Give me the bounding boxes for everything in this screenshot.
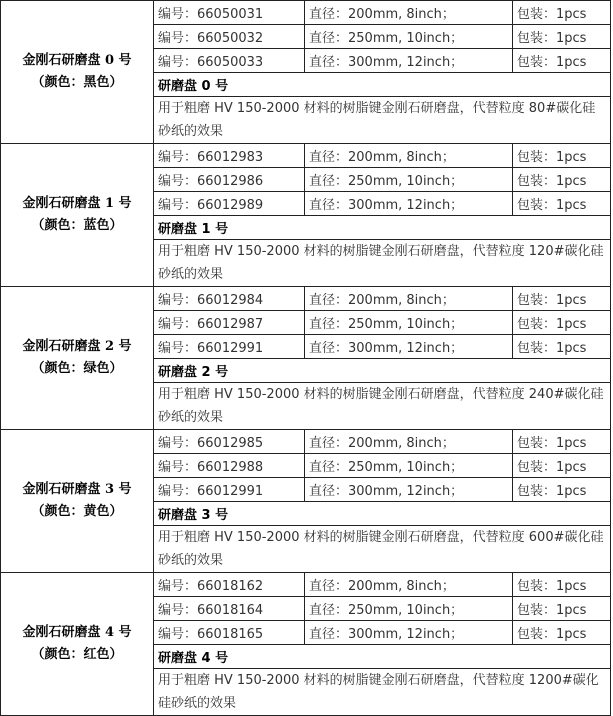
diameter-cell: 直径：250mm, 10inch；: [305, 25, 513, 49]
group-label-cell: [1, 573, 154, 716]
table-row: [1, 287, 611, 311]
diameter-cell: 直径：300mm, 12inch；: [305, 335, 513, 359]
diameter-cell: 直径：200mm, 8inch；: [305, 1, 513, 25]
pack-cell: 包装：1pcs: [513, 454, 611, 478]
table-row: [1, 1, 611, 25]
pack-cell: 包装：1pcs: [513, 192, 611, 216]
code-cell: 编号：66012989: [154, 192, 305, 216]
product-title: 研磨盘 2 号: [154, 359, 611, 383]
product-description: 用于粗磨 HV 150-2000 材料的树脂键金刚石研磨盘，代替粒度 1200#碳化硅砂纸的效果: [154, 669, 611, 716]
group-name: 金刚石研磨盘 0 号: [22, 53, 132, 68]
group-color: （颜色：红色）: [31, 647, 123, 662]
group-label-cell: [1, 287, 154, 430]
table-row: [1, 144, 611, 168]
code-cell: 编号：66012986: [154, 168, 305, 192]
code-cell: 编号：66018162: [154, 573, 305, 597]
group-color: （颜色：黑色）: [31, 75, 123, 90]
pack-cell: 包装：1pcs: [513, 25, 611, 49]
pack-cell: 包装：1pcs: [513, 1, 611, 25]
product-description: 用于粗磨 HV 150-2000 材料的树脂键金刚石研磨盘，代替粒度 240#碳化硅砂纸的效果: [154, 383, 611, 430]
pack-cell: 包装：1pcs: [513, 597, 611, 621]
code-cell: 编号：66050032: [154, 25, 305, 49]
code-cell: 编号：66012983: [154, 144, 305, 168]
diameter-cell: 直径：250mm, 10inch；: [305, 597, 513, 621]
group-color: （颜色：黄色）: [31, 504, 123, 519]
pack-cell: 包装：1pcs: [513, 144, 611, 168]
pack-cell: 包装：1pcs: [513, 430, 611, 454]
diameter-cell: 直径：200mm, 8inch；: [305, 144, 513, 168]
group-name: 金刚石研磨盘 2 号: [22, 339, 132, 354]
group-name: 金刚石研磨盘 1 号: [22, 196, 132, 211]
pack-cell: 包装：1pcs: [513, 168, 611, 192]
table-row: [1, 573, 611, 597]
pack-cell: 包装：1pcs: [513, 287, 611, 311]
code-cell: 编号：66050033: [154, 49, 305, 73]
diameter-cell: 直径：300mm, 12inch；: [305, 49, 513, 73]
code-cell: 编号：66012991: [154, 478, 305, 502]
group-label-cell: [1, 1, 154, 144]
code-cell: 编号：66050031: [154, 1, 305, 25]
pack-cell: 包装：1pcs: [513, 478, 611, 502]
group-color: （颜色：蓝色）: [31, 218, 123, 233]
diameter-cell: 直径：300mm, 12inch；: [305, 621, 513, 645]
pack-cell: 包装：1pcs: [513, 573, 611, 597]
pack-cell: 包装：1pcs: [513, 311, 611, 335]
pack-cell: 包装：1pcs: [513, 621, 611, 645]
diameter-cell: 直径：250mm, 10inch；: [305, 168, 513, 192]
diameter-cell: 直径：200mm, 8inch；: [305, 430, 513, 454]
pack-cell: 包装：1pcs: [513, 335, 611, 359]
group-color: （颜色：绿色）: [31, 361, 123, 376]
diameter-cell: 直径：250mm, 10inch；: [305, 454, 513, 478]
product-title: 研磨盘 0 号: [154, 73, 611, 97]
code-cell: 编号：66018164: [154, 597, 305, 621]
diameter-cell: 直径：300mm, 12inch；: [305, 192, 513, 216]
group-name: 金刚石研磨盘 3 号: [22, 482, 132, 497]
group-name: 金刚石研磨盘 4 号: [22, 625, 132, 640]
product-title: 研磨盘 1 号: [154, 216, 611, 240]
diameter-cell: 直径：200mm, 8inch；: [305, 287, 513, 311]
diameter-cell: 直径：300mm, 12inch；: [305, 478, 513, 502]
table-row: [1, 430, 611, 454]
product-description: 用于粗磨 HV 150-2000 材料的树脂键金刚石研磨盘，代替粒度 600#碳化硅砂纸的效果: [154, 526, 611, 573]
product-title: 研磨盘 3 号: [154, 502, 611, 526]
pack-cell: 包装：1pcs: [513, 49, 611, 73]
code-cell: 编号：66012984: [154, 287, 305, 311]
product-title: 研磨盘 4 号: [154, 645, 611, 669]
code-cell: 编号：66012988: [154, 454, 305, 478]
diameter-cell: 直径：200mm, 8inch；: [305, 573, 513, 597]
diameter-cell: 直径：250mm, 10inch；: [305, 311, 513, 335]
code-cell: 编号：66012985: [154, 430, 305, 454]
group-label-cell: [1, 144, 154, 287]
code-cell: 编号：66012987: [154, 311, 305, 335]
product-description: 用于粗磨 HV 150-2000 材料的树脂键金刚石研磨盘，代替粒度 80#碳化硅砂纸的效果: [154, 97, 611, 144]
product-description: 用于粗磨 HV 150-2000 材料的树脂键金刚石研磨盘，代替粒度 120#碳化硅砂纸的效果: [154, 240, 611, 287]
group-label-cell: [1, 430, 154, 573]
code-cell: 编号：66012991: [154, 335, 305, 359]
code-cell: 编号：66018165: [154, 621, 305, 645]
